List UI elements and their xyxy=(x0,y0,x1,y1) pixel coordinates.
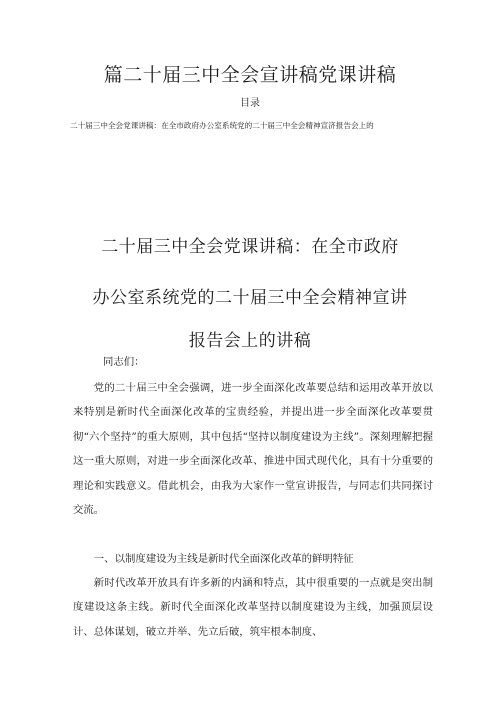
toc-heading: 目录 xyxy=(240,98,260,109)
section-title-line-3: 报告会上的讲稿 xyxy=(188,331,312,351)
paragraph-body-1: 新时代改革开放具有许多新的内涵和特点，其中很重要的一点就是突出制度建设这条主线。新时代全面深化改革坚持以制度建设为主线，加强顶层设计、总体谋划，破立并举、先立后破，筑牢根本制度、 xyxy=(73,577,433,638)
greeting: 同志们： xyxy=(103,356,145,368)
paragraph-intro: 党的二十届三中全会强调，进一步全面深化改革要总结和运用改革开放以来特别是新时代全面深化改革的宝贵经验，并提出进一步全面深化改革要贯彻“六个坚持”的重大原则，其中包括“坚持以制度建设为主线”。深刻理解把握这一重大原则，对进一步全面深化改革、推进中国式现代化，具有十分重要的理论和实践意义。借此机会，由我为大家作一堂宣讲报告，与同志们共同探讨交流。 xyxy=(73,382,433,517)
section-title-line-1: 二十届三中全会党课讲稿：在全市政府 xyxy=(101,237,399,257)
toc-entry[interactable]: 二十届三中全会党课讲稿：在全市政府办公室系统党的二十届三中全会精神宣济报告会上的 xyxy=(70,121,374,130)
document-title: 篇二十届三中全会宣讲稿党课讲稿 xyxy=(103,64,397,86)
paragraph-heading-1: 一、以制度建设为主线是新时代全面深化改革的鲜明特征 xyxy=(93,553,354,565)
section-title-line-2: 办公室系统党的二十届三中全会精神宣讲 xyxy=(92,288,408,308)
